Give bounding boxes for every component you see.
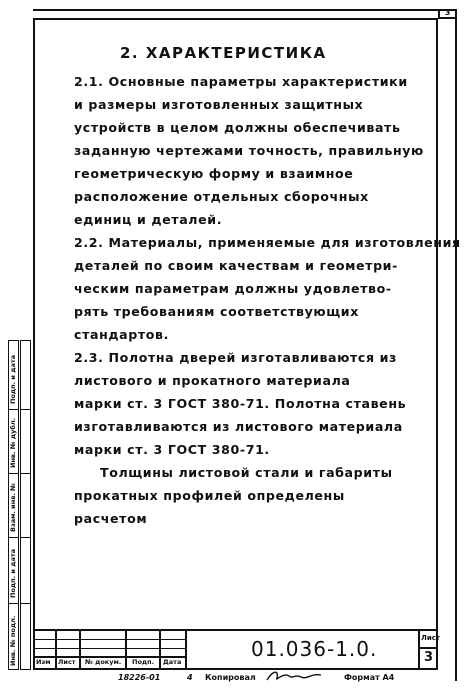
- stamp-vzam-inv: Взам. инв. №: [9, 483, 17, 532]
- stamp-inv-podl: Инв. № подл.: [9, 615, 17, 666]
- text-line: устройств в целом должны обеспечивать: [74, 120, 401, 135]
- col-data: Дата: [163, 658, 182, 666]
- col-podp: Подп.: [132, 658, 155, 666]
- text-line: 2.3. Полотна дверей изготавливаются из: [74, 350, 397, 365]
- text-line: Толщины листовой стали и габариты: [100, 465, 393, 480]
- stamp-value-column: [20, 340, 31, 670]
- sheet-label: Лист: [421, 634, 440, 642]
- margin-stamp: [8, 340, 33, 670]
- text-line: марки ст. 3 ГОСТ 380-71. Полотна ставень: [74, 396, 407, 411]
- right-border: [455, 9, 457, 681]
- copied-label: Копировал: [205, 673, 256, 682]
- text-line: прокатных профилей определены: [74, 488, 345, 503]
- signature-scribble: [265, 668, 325, 684]
- section-heading: 2. ХАРАКТЕРИСТИКА: [120, 44, 327, 62]
- copy-number: 4: [187, 673, 193, 682]
- inventory-number: 18226-01: [118, 673, 161, 682]
- format-label: Формат А4: [344, 673, 395, 682]
- text-line: листового и прокатного материала: [74, 373, 351, 388]
- text-line: стандартов.: [74, 327, 169, 342]
- sheet-number: 3: [424, 650, 434, 665]
- text-line: ческим параметрам должны удовлетво-: [74, 281, 392, 296]
- corner-sheet-number: 3: [438, 9, 457, 19]
- stamp-podp-data-top: Подп. и дата: [9, 355, 17, 404]
- col-dokum: № докум.: [85, 658, 122, 666]
- text-line: 2.2. Материалы, применяемые для изготовления: [74, 235, 461, 250]
- text-line: 2.1. Основные параметры характеристики: [74, 74, 408, 89]
- title-block: [33, 629, 438, 670]
- text-line: расположение отдельных сборочных: [74, 189, 369, 204]
- stamp-inv-dubl: Инв. № дубл.: [9, 417, 17, 468]
- text-line: геометрическую форму и взаимное: [74, 166, 354, 181]
- text-line: единиц и деталей.: [74, 212, 223, 227]
- text-line: заданную чертежами точность, правильную: [74, 143, 424, 158]
- top-border: [33, 9, 457, 11]
- col-izm: Изм: [36, 658, 51, 666]
- stamp-podp-data-bottom: Подп. и дата: [9, 549, 17, 598]
- drawing-frame: [33, 18, 438, 670]
- col-list: Лист: [58, 658, 76, 666]
- text-line: деталей по своим качествам и геометри-: [74, 258, 398, 273]
- text-line: расчетом: [74, 511, 148, 526]
- text-line: изготавливаются из листового материала: [74, 419, 403, 434]
- document-number: 01.036-1.0.: [251, 637, 378, 661]
- text-line: рять требованиям соответствующих: [74, 304, 359, 319]
- text-line: марки ст. 3 ГОСТ 380-71.: [74, 442, 270, 457]
- text-line: и размеры изготовленных защитных: [74, 97, 364, 112]
